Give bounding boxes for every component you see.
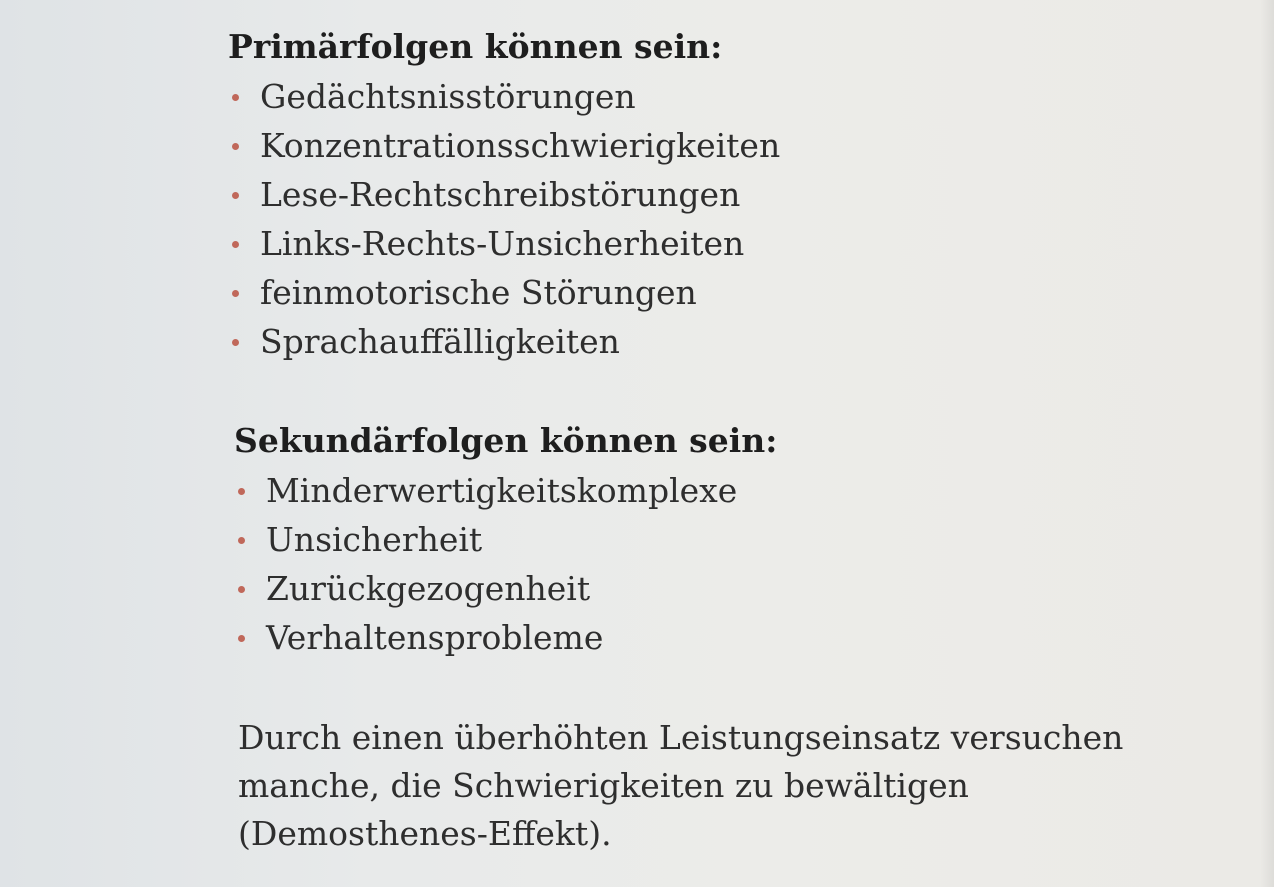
list-item-text: Gedächtsnisstörungen	[260, 77, 636, 116]
paragraph-line: manche, die Schwierigkeiten zu bewältigen	[238, 766, 969, 805]
list-item	[228, 219, 1228, 268]
paragraph-line: (Demosthenes-Effekt).	[238, 814, 612, 853]
list-item	[228, 317, 1228, 366]
document-content	[228, 22, 1228, 858]
bullet-icon	[232, 143, 239, 150]
bullet-icon	[238, 488, 245, 495]
list-item-text: Unsicherheit	[266, 520, 483, 559]
body-paragraph	[238, 714, 1198, 858]
primary-list	[228, 72, 1228, 366]
list-item-text: Links-Rechts-Unsicherheiten	[260, 224, 745, 263]
bullet-icon	[232, 339, 239, 346]
bullet-icon	[238, 586, 245, 593]
list-item-text: Minderwertigkeitskomplexe	[266, 471, 738, 510]
list-item	[234, 613, 1228, 662]
list-item-text: Verhaltensprobleme	[266, 618, 604, 657]
list-item	[228, 268, 1228, 317]
bullet-icon	[232, 192, 239, 199]
list-item-text: Lese-Rechtschreibstörungen	[260, 175, 741, 214]
secondary-heading: Sekundärfolgen können sein:	[234, 421, 778, 460]
list-item	[228, 72, 1228, 121]
list-item-text: Zurückgezogenheit	[266, 569, 591, 608]
list-item	[228, 170, 1228, 219]
list-item	[234, 515, 1228, 564]
bullet-icon	[232, 290, 239, 297]
list-item-text: feinmotorische Störungen	[260, 273, 697, 312]
list-item	[228, 121, 1228, 170]
paragraph-line: Durch einen überhöhten Leistungseinsatz versuchen	[238, 718, 1124, 757]
list-item-text: Sprachauffälligkeiten	[260, 322, 620, 361]
secondary-list	[234, 466, 1228, 662]
list-item	[234, 564, 1228, 613]
bullet-icon	[232, 241, 239, 248]
bullet-icon	[238, 537, 245, 544]
secondary-consequences-section	[234, 416, 1228, 662]
primary-heading: Primärfolgen können sein:	[228, 27, 723, 66]
primary-consequences-section	[228, 22, 1228, 366]
bullet-icon	[232, 94, 239, 101]
list-item-text: Konzentrationsschwierigkeiten	[260, 126, 781, 165]
page-edge-shadow	[1260, 0, 1274, 887]
list-item	[234, 466, 1228, 515]
bullet-icon	[238, 635, 245, 642]
